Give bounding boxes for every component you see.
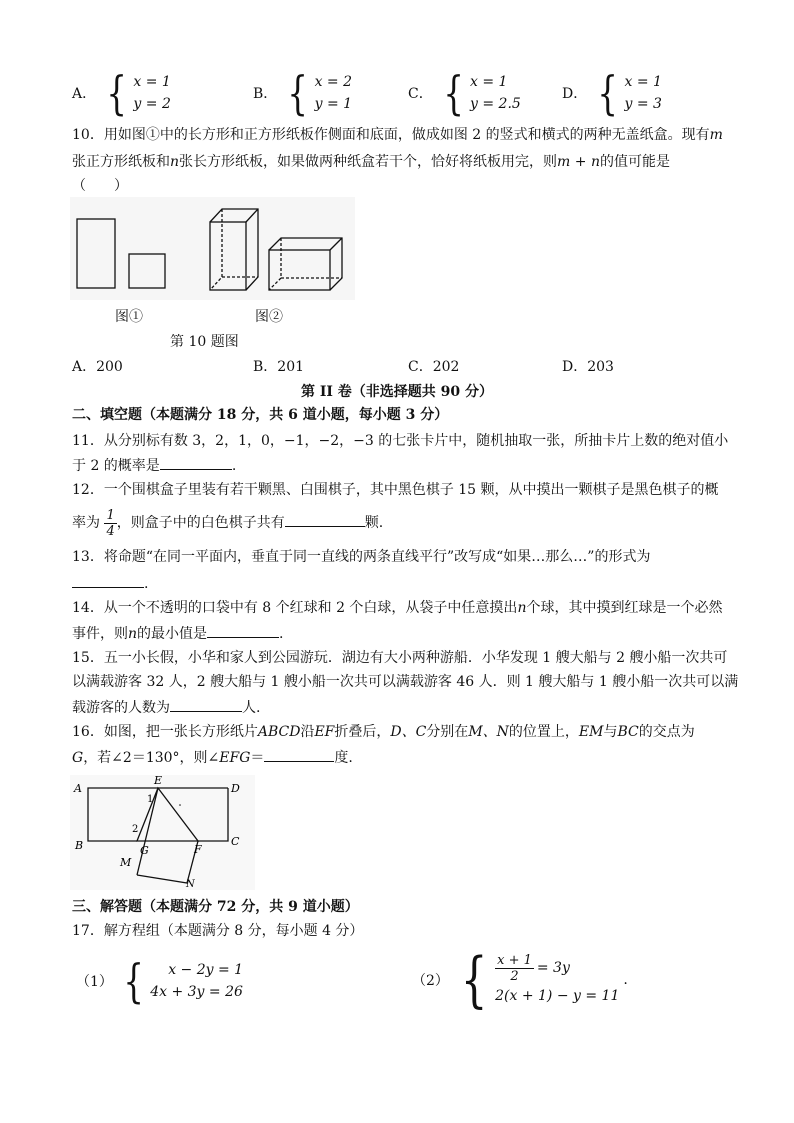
equation: x − 2y = 1	[168, 962, 244, 978]
q14-text: 的最小值是	[137, 626, 208, 642]
q16-text: ，若∠2＝130°，则∠	[83, 750, 220, 766]
q10-line1	[72, 125, 723, 145]
points-mn: M、N	[468, 724, 509, 740]
brace: {	[123, 954, 144, 1008]
label-n: N	[186, 879, 195, 890]
q13-line2	[72, 573, 148, 594]
q14-text: 14．从一个不透明的口袋中有 8 个红球和 2 个白球，从袋子中任意摸出	[72, 600, 518, 616]
q13-end: .	[144, 576, 149, 592]
q11-line1: 11．从分别标有数 3，2，1，0，−1，−2，−3 的七张卡片中，随机抽取一张，所抽卡片上数的绝对值小	[72, 433, 729, 449]
q16-text: 的交点为	[638, 724, 695, 740]
angle-1-label: 1	[147, 794, 154, 805]
q14-line1	[72, 598, 722, 618]
q14-line2	[72, 623, 283, 644]
answer-blank	[72, 573, 144, 588]
line-ef: EF	[314, 724, 335, 740]
brace: {	[443, 66, 464, 120]
answer-blank	[285, 512, 365, 527]
q13-line1: 13．将命题“在同一平面内，垂直于同一直线的两条直线平行”改写成“如果…那么…”的形式为	[72, 549, 651, 565]
figure-background	[70, 197, 355, 300]
rect-abcd: ABCD	[257, 724, 301, 740]
point-g: G	[72, 750, 84, 766]
option-label: B．	[253, 86, 278, 102]
q12-text: ，则盒子中的白色棋子共有	[116, 515, 285, 531]
q15-line2: 以满载游客 32 人，2 艘大船与 1 艘小船一次共可以满载游客 46 人．则 1 艘大船与 1 艘小船一次共可以满	[72, 674, 739, 690]
fraction-denominator: 4	[106, 523, 115, 539]
q10-option-c: C．202	[408, 359, 460, 375]
answer-blank	[160, 455, 232, 470]
q17-part2	[412, 945, 628, 1015]
points-dc: D、C	[390, 724, 427, 740]
brace: {	[287, 66, 309, 120]
option-label: A．	[72, 86, 97, 102]
equation: x = 2	[314, 74, 353, 90]
q17-end: .	[623, 972, 628, 988]
section-ii-title: 第 II 卷（非选择题共 90 分）	[300, 384, 494, 400]
q10-line2	[72, 152, 670, 172]
q10-caption: 第 10 题图	[170, 334, 239, 350]
q11-line2	[72, 455, 236, 476]
q16-text: 度.	[334, 750, 353, 766]
part-label: （2）	[412, 973, 449, 989]
equation: x = 1	[470, 74, 508, 90]
part2-heading: 二、填空题（本题满分 18 分，共 6 道小题，每小题 3 分）	[72, 407, 449, 423]
figure-background	[70, 775, 255, 890]
var-n: n	[170, 154, 180, 170]
q17-line1: 17．解方程组（本题满分 8 分，每小题 4 分）	[72, 923, 364, 939]
equation-rest: = 3y	[536, 960, 570, 976]
q17-part1	[76, 954, 244, 1008]
q16-text: 与	[603, 724, 618, 740]
equation-1	[495, 953, 619, 984]
label-e: E	[154, 775, 163, 787]
q12-line2	[72, 505, 383, 541]
expr-m-plus-n: m + n	[557, 154, 600, 170]
q9-option-c	[408, 66, 521, 120]
brace: {	[460, 945, 488, 1015]
q10-option-d: D．203	[562, 359, 614, 375]
equation: x = 1	[624, 74, 662, 90]
brace: {	[106, 66, 128, 120]
label-f: F	[194, 843, 202, 856]
angle-2-label: 2	[132, 824, 139, 835]
part3-heading: 三、解答题（本题满分 72 分，共 9 道小题）	[72, 899, 359, 915]
equation: y = 2.5	[470, 96, 521, 112]
equation-2: 2(x + 1) − y = 11	[495, 987, 620, 1004]
brace: {	[597, 66, 619, 120]
q16-text: 沿	[300, 724, 315, 740]
part-label: （1）	[76, 974, 113, 990]
q16-text: 分别在	[426, 724, 469, 740]
q9-option-d	[562, 66, 662, 120]
answer-blank	[207, 623, 279, 638]
equation: x = 1	[133, 74, 171, 90]
option-label: C．	[408, 86, 433, 102]
q16-text: 折叠后，	[334, 724, 391, 740]
q14-text: 事件，则	[72, 626, 128, 642]
q12-line1: 12．一个围棋盒子里装有若干颗黑、白围棋子，其中黑色棋子 15 颗，从中摸出一颗棋子是黑色棋子的概	[72, 482, 719, 498]
q15-text: 人.	[242, 700, 261, 716]
label-m: M	[120, 856, 132, 869]
fraction-one-quarter	[104, 508, 116, 539]
fraction	[495, 953, 534, 984]
label-a: A	[74, 782, 82, 795]
fraction-denominator: 2	[510, 968, 519, 984]
label-g: G	[140, 844, 149, 857]
q14-end: .	[279, 626, 284, 642]
line-em: EM	[578, 724, 604, 740]
q16-figure	[70, 775, 255, 890]
fig2-label: 图②	[255, 309, 283, 325]
q9-option-a	[72, 66, 171, 120]
q16-line1	[72, 722, 695, 742]
q14-text: 个球，其中摸到红球是一个必然	[526, 600, 723, 616]
q15-text: 载游客的人数为	[72, 700, 170, 716]
answer-blank	[170, 697, 242, 712]
label-d: D	[231, 782, 240, 795]
q12-text: 颗.	[364, 515, 384, 531]
var-n: n	[128, 626, 138, 642]
q16-line2	[72, 747, 353, 768]
equation: y = 1	[314, 96, 353, 112]
angle-efg: EFG	[219, 750, 251, 766]
q15-line1: 15．五一小长假，小华和家人到公园游玩．湖边有大小两种游船．小华发现 1 艘大船与 2 艘小船一次共可	[72, 650, 728, 666]
q10-option-a: A．200	[72, 359, 123, 375]
var-n: n	[517, 600, 527, 616]
answer-blank	[264, 747, 334, 762]
q10-text: 张正方形纸板和	[72, 154, 170, 170]
label-c: C	[231, 835, 240, 848]
q10-figure	[70, 197, 355, 302]
equation: 4x + 3y = 26	[150, 984, 243, 1000]
q11-end: .	[231, 458, 237, 474]
fig1-label: 图①	[115, 309, 143, 325]
q16-text: ＝	[250, 750, 265, 766]
equation: y = 2	[133, 96, 171, 112]
q12-text: 率为	[72, 515, 100, 531]
q10-text: 张长方形纸板，如果做两种纸盒若干个，恰好将纸板用完，则	[179, 154, 558, 170]
label-b: B	[75, 839, 84, 852]
q11-text: 于 2 的概率是	[72, 458, 160, 474]
q10-option-b: B．201	[253, 359, 305, 375]
q10-text: 的值可能是	[599, 154, 670, 170]
equation: y = 3	[624, 96, 662, 112]
q16-text: 的位置上，	[508, 724, 579, 740]
line-bc: BC	[617, 724, 639, 740]
q9-option-b	[253, 66, 353, 120]
q16-text: 16．如图，把一张长方形纸片	[72, 724, 258, 740]
q10-text: 10．用如图①中的长方形和正方形纸板作侧面和底面，做成如图 2 的竖式和横式的两种无盖纸盒。现有	[72, 127, 710, 143]
fraction-numerator: x + 1	[497, 952, 532, 968]
var-m: m	[709, 127, 723, 143]
q15-line3	[72, 697, 260, 718]
q10-paren: （ ）	[72, 178, 128, 194]
option-label: D．	[562, 86, 588, 102]
fraction-numerator: 1	[106, 507, 115, 523]
